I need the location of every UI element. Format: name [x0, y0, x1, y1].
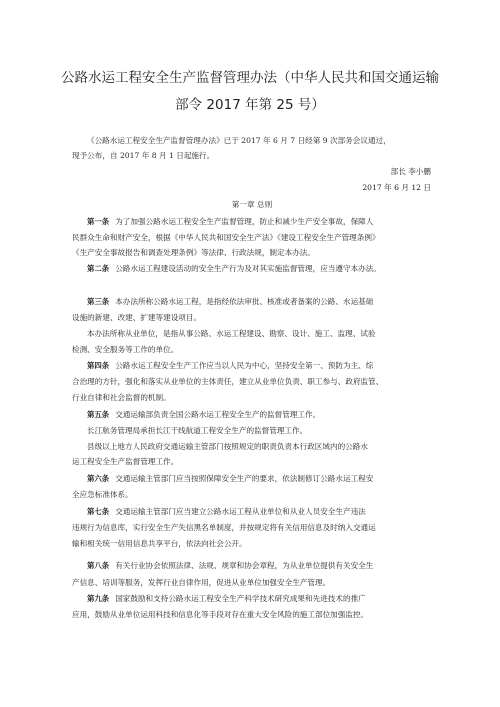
document-title-line-1: 公路水运工程安全生产监督管理办法（中华人民共和国交通运输 — [61, 70, 439, 86]
article-3-line-1: 第三条 本办法所称公路水运工程，是指经依法审批、核准或者备案的公路、水运基础 — [87, 297, 374, 306]
preamble-line-1: 《公路水运工程安全生产监督管理办法》已于 2017 年 6 月 7 日经第 9 次部务会议通过， — [87, 136, 391, 145]
article-3-line-2: 设施的新建、改建、扩建等建设项目。 — [72, 313, 202, 322]
article-9-line-1: 第九条 国家鼓励和支持公路水运工程安全生产科学技术研究成果和先进技术的推广 — [87, 594, 366, 603]
article-3-para-2-line-2: 检测、安全服务等工作的单位。 — [72, 345, 179, 354]
article-4-line-1: 第四条 公路水运工程安全生产工作应当以人民为中心，坚持安全第一、预防为主、综 — [87, 361, 374, 370]
article-8-line-1: 第八条 有关行业协会依照法律、法规、规章和协会章程，为从业单位提供有关安全生 — [87, 561, 374, 570]
article-number: 第二条 — [87, 264, 110, 273]
article-1-line-1: 第一条 为了加强公路水运工程安全生产监督管理，防止和减少生产安全事故，保障人 — [87, 217, 374, 226]
preamble-line-2: 现予公布，自 2017 年 8 月 1 日起施行。 — [72, 151, 215, 160]
article-1-line-2: 民群众生命和财产安全，根据《中华人民共和国安全生产法》《建设工程安全生产管理条例》 — [72, 233, 380, 242]
article-5-para-3-line-2: 运工程安全生产监督管理工作。 — [72, 457, 179, 466]
article-6-line-2: 全应急标准体系。 — [72, 490, 133, 499]
article-8-line-2: 产信息、培训等服务，发挥行业自律作用，促进从业单位加强安全生产管理。 — [72, 578, 331, 587]
document-title-line-2: 部令 2017 年第 25 号） — [175, 97, 325, 113]
article-6-line-1: 第六条 交通运输主管部门应当按照保障安全生产的要求，依法制修订公路水运工程安 — [87, 474, 374, 483]
article-5-para-3-line-1: 县级以上地方人民政府交通运输主管部门按照规定的职责负责本行政区域内的公路水 — [87, 442, 368, 451]
article-number: 第八条 — [87, 561, 110, 570]
article-7-line-1: 第七条 交通运输主管部门应当建立公路水运工程从业单位和从业人员安全生产违法 — [87, 507, 366, 516]
article-number: 第三条 — [87, 297, 110, 306]
article-9-line-2: 应用，鼓励从业单位运用科技和信息化等手段对存在重大安全风险的施工部位加强监控。 — [72, 610, 369, 619]
article-3-para-2-line-1: 本办法所称从业单位，是指从事公路、水运工程建设、勘察、设计、施工、监理、试验 — [87, 329, 376, 338]
article-4-line-3: 行业自律和社会监督的机制。 — [72, 393, 171, 402]
article-4-line-2: 合治理的方针，强化和落实从业单位的主体责任，建立从业单位负责、职工参与、政府监管、 — [72, 377, 384, 386]
signature: 部长 李小鹏 — [390, 167, 431, 176]
article-1-line-3: 《生产安全事故报告和调查处理条例》等法律、行政法规，制定本办法。 — [72, 248, 315, 257]
article-number: 第六条 — [87, 474, 110, 483]
article-number: 第四条 — [87, 361, 110, 370]
article-number: 第一条 — [87, 217, 110, 226]
article-5-para-2-line-1: 长江航务管理局承担长江干线航道工程安全生产的监督管理工作。 — [87, 426, 308, 435]
article-7-line-2: 违规行为信息库，实行安全生产失信黑名单制度，并按规定将有关信用信息及时纳入交通运 — [72, 523, 376, 532]
signing-date: 2017 年 6 月 12 日 — [362, 183, 431, 192]
article-5-line-1: 第五条 交通运输部负责全国公路水运工程安全生产的监督管理工作。 — [87, 410, 321, 419]
article-number: 第九条 — [87, 594, 110, 603]
article-number: 第七条 — [87, 507, 110, 516]
article-2-line-1: 第二条 公路水运工程建设活动的安全生产行为及对其实施监督管理，应当遵守本办法。 — [87, 264, 381, 273]
chapter-heading: 第一章 总则 — [231, 200, 273, 209]
article-7-line-3: 输和相关统一信用信息共享平台，依法向社会公开。 — [72, 539, 247, 548]
article-number: 第五条 — [87, 410, 110, 419]
